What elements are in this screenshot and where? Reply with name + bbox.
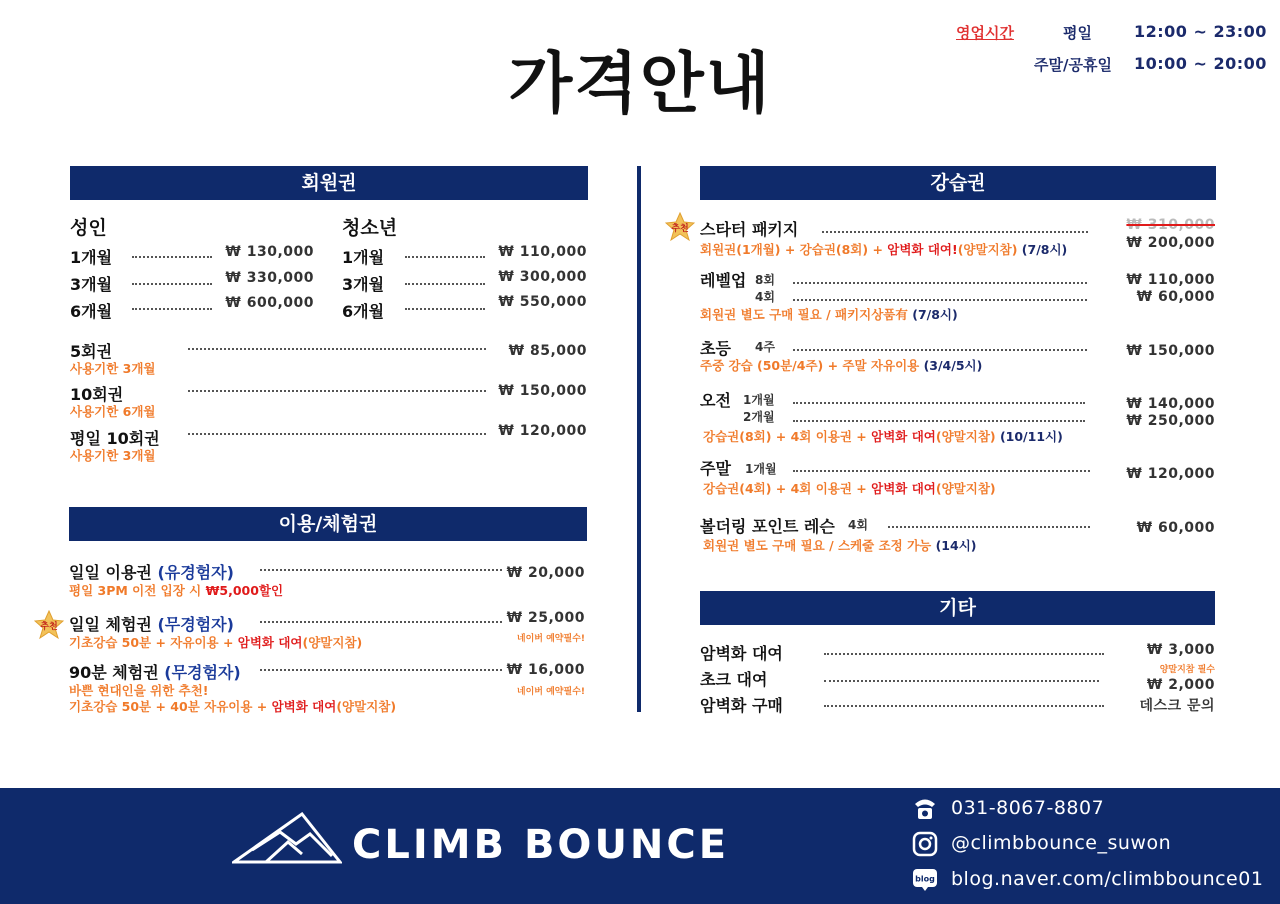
trial90-name: 90분 체험권	[69, 663, 159, 682]
weekend-name: 주말	[700, 459, 731, 478]
hours-weekday-label: 평일	[1063, 24, 1092, 42]
levelup-opt1: 8회	[755, 273, 775, 287]
daily-trial-note: 네이버 예약필수!	[516, 634, 585, 644]
daily-trial-sub-c: (양말지참)	[302, 635, 363, 650]
pass-weekday10-sub: 사용기한 3개월	[70, 448, 156, 463]
adult-3m-name: 3개월	[70, 275, 113, 294]
daily-trial-sub-b: 암벽화 대여	[237, 635, 303, 650]
youth-1m-name: 1개월	[342, 248, 385, 267]
dot-leader	[793, 402, 1085, 404]
youth-6m-price: ₩ 550,000	[498, 294, 587, 310]
daily-use-sub-a: 평일 3PM 이전 입장 시	[69, 583, 206, 598]
daily-use-sub	[69, 581, 283, 599]
levelup-sub-a: 회원권 별도 구매 필요 / 패키지상품有	[700, 307, 913, 322]
levelup-price2: ₩ 60,000	[1136, 289, 1215, 305]
daily-use-tag: (유경험자)	[157, 563, 234, 582]
dot-leader	[824, 653, 1104, 655]
morning-sub	[703, 427, 1063, 445]
usage-header: 이용/체험권	[69, 507, 587, 541]
column-divider	[637, 166, 641, 712]
trial90-title	[69, 660, 241, 683]
pass-weekday10-price: ₩ 120,000	[498, 423, 587, 439]
lessons-header: 강습권	[700, 166, 1216, 200]
pass-10-name: 10회권	[70, 385, 124, 404]
morning-sub-a: 강습권(8회) + 4회 이용권 +	[703, 429, 872, 444]
weekend-sub-b: 암벽화 대여	[871, 481, 936, 496]
dot-leader	[132, 308, 212, 310]
levelup-name: 레벨업	[700, 271, 747, 290]
pass-weekday10-name: 평일 10회권	[70, 429, 160, 448]
daily-trial-sub-a: 기초강습 50분 + 자유이용 +	[69, 635, 238, 650]
membership-header: 회원권	[70, 166, 588, 200]
dot-leader	[260, 669, 502, 671]
dot-leader	[188, 433, 486, 435]
levelup-price1: ₩ 110,000	[1126, 272, 1215, 288]
pass-10-sub: 사용기한 6개월	[70, 404, 156, 419]
dot-leader	[793, 420, 1085, 422]
trial90-sub-b: 암벽화 대여	[271, 699, 337, 714]
recommend-badge-text: 추천	[40, 622, 58, 632]
levelup-sub-time: (7/8시)	[912, 307, 958, 322]
etc-chalk-rental-price: ₩ 2,000	[1146, 677, 1215, 693]
pass-5-price: ₩ 85,000	[508, 343, 587, 359]
weekend-sub	[703, 479, 996, 497]
weekend-opt: 1개월	[745, 462, 777, 476]
trial90-sub-a: 기초강습 50분 + 40분 자유이용 +	[69, 699, 272, 714]
brand-wordmark: CLIMB BOUNCE	[352, 822, 730, 868]
trial90-note: 네이버 예약필수!	[516, 687, 585, 697]
trial90-sub-line1: 바쁜 현대인을 위한 추천!	[69, 683, 209, 698]
dot-leader	[824, 680, 1099, 682]
dot-leader	[822, 231, 1088, 233]
point-lesson-name: 볼더링 포인트 레슨	[700, 517, 835, 536]
morning-price2: ₩ 250,000	[1126, 413, 1215, 429]
pass-10-price: ₩ 150,000	[498, 383, 587, 399]
dot-leader	[405, 283, 485, 285]
starter-old-price: ₩ 310,000	[1126, 217, 1215, 233]
levelup-opt2: 4회	[755, 290, 775, 304]
dot-leader	[188, 348, 486, 350]
weekend-sub-a: 강습권(4회) + 4회 이용권 +	[703, 481, 872, 496]
beginner-sub	[700, 356, 982, 374]
dot-leader	[405, 256, 485, 258]
beginner-sub-time: (3/4/5시)	[923, 358, 983, 373]
youth-3m-name: 3개월	[342, 275, 385, 294]
contact-phone: 031-8067-8807	[951, 797, 1105, 819]
daily-trial-title	[69, 612, 234, 635]
etc-header: 기타	[700, 591, 1215, 625]
adult-1m-price: ₩ 130,000	[225, 244, 314, 260]
etc-shoe-rental-price: ₩ 3,000	[1146, 642, 1215, 658]
morning-opt2: 2개월	[743, 410, 775, 424]
levelup-sub	[700, 305, 958, 323]
weekend-price: ₩ 120,000	[1126, 466, 1215, 482]
starter-sub	[700, 240, 1067, 258]
blog-icon	[912, 866, 938, 892]
hours-weekday-time: 12:00 ~ 23:00	[1134, 22, 1267, 41]
adult-6m-price: ₩ 600,000	[225, 295, 314, 311]
daily-use-title	[69, 560, 234, 583]
morning-sub-b: 암벽화 대여	[871, 429, 936, 444]
starter-price: ₩ 200,000	[1126, 235, 1215, 251]
recommend-badge-text: 추천	[671, 224, 689, 234]
etc-shoe-purchase-name: 암벽화 구매	[700, 696, 783, 715]
etc-chalk-rental-name: 초크 대여	[700, 670, 768, 689]
hours-weekend-label: 주말/공휴일	[1034, 56, 1112, 74]
instagram-icon	[912, 831, 938, 857]
youth-1m-price: ₩ 110,000	[498, 244, 587, 260]
recommend-badge	[665, 212, 695, 242]
dot-leader	[132, 283, 212, 285]
trial90-sub	[69, 697, 396, 715]
morning-price1: ₩ 140,000	[1126, 396, 1215, 412]
daily-use-price: ₩ 20,000	[506, 565, 585, 581]
etc-shoe-rental-name: 암벽화 대여	[700, 644, 783, 663]
starter-sub-b: 암벽화 대여!	[887, 242, 958, 257]
daily-trial-name: 일일 체험권	[69, 615, 152, 634]
starter-sub-c: (양말지참)	[957, 242, 1022, 257]
dot-leader	[132, 256, 212, 258]
adult-6m-name: 6개월	[70, 302, 113, 321]
adult-1m-name: 1개월	[70, 248, 113, 267]
page-title: 가격안내	[508, 45, 772, 122]
daily-use-discount: ₩5,000할인	[205, 583, 284, 598]
dot-leader	[888, 526, 1090, 528]
daily-trial-price: ₩ 25,000	[506, 610, 585, 626]
hours-label: 영업시간	[956, 24, 1014, 42]
etc-shoe-purchase-price: 데스크 문의	[1139, 698, 1215, 714]
point-lesson-sub-a: 회원권 별도 구매 필요 / 스케줄 조정 가능	[703, 538, 936, 553]
contact-blog: blog.naver.com/climbbounce01	[951, 868, 1264, 890]
youth-label: 청소년	[342, 217, 398, 239]
hours-weekend-time: 10:00 ~ 20:00	[1134, 54, 1267, 73]
contact-instagram: @climbbounce_suwon	[951, 832, 1172, 854]
dot-leader	[824, 705, 1104, 707]
recommend-badge	[34, 610, 64, 640]
dot-leader	[793, 282, 1087, 284]
trial90-price: ₩ 16,000	[506, 662, 585, 678]
weekend-sub-c: (양말지참)	[935, 481, 996, 496]
morning-sub-time: (10/11시)	[999, 429, 1063, 444]
beginner-price: ₩ 150,000	[1126, 343, 1215, 359]
pass-5-sub: 사용기한 3개월	[70, 361, 156, 376]
point-lesson-opt: 4회	[848, 518, 868, 532]
dot-leader	[405, 308, 485, 310]
morning-sub-c: (양말지참)	[935, 429, 1000, 444]
point-lesson-sub-time: (14시)	[935, 538, 977, 553]
trial90-tag: (무경험자)	[164, 663, 241, 682]
youth-3m-price: ₩ 300,000	[498, 269, 587, 285]
morning-opt1: 1개월	[743, 393, 775, 407]
beginner-opt: 4주	[755, 340, 775, 354]
starter-name: 스타터 패키지	[700, 220, 799, 239]
pass-5-name: 5회권	[70, 342, 113, 361]
mountain-logo-icon	[232, 812, 342, 864]
dot-leader	[793, 470, 1090, 472]
point-lesson-price: ₩ 60,000	[1136, 520, 1215, 536]
dot-leader	[793, 349, 1087, 351]
trial90-sub-c: (양말지참)	[336, 699, 397, 714]
youth-6m-name: 6개월	[342, 302, 385, 321]
adult-3m-price: ₩ 330,000	[225, 270, 314, 286]
dot-leader	[260, 621, 502, 623]
etc-shoe-rental-note: 양말지참 필수	[1159, 665, 1215, 675]
dot-leader	[188, 390, 486, 392]
phone-icon	[912, 796, 938, 822]
blog-icon-text: blog	[915, 874, 935, 884]
daily-use-name: 일일 이용권	[69, 563, 152, 582]
starter-sub-time: (7/8시)	[1021, 242, 1068, 257]
beginner-sub-a: 주중 강습 (50분/4주) + 주말 자유이용	[700, 358, 924, 373]
daily-trial-tag: (무경험자)	[157, 615, 234, 634]
daily-trial-sub	[69, 633, 362, 651]
starter-sub-a: 회원권(1개월) + 강습권(8회) +	[700, 242, 888, 257]
dot-leader	[260, 569, 502, 571]
point-lesson-sub	[703, 536, 977, 554]
adult-label: 성인	[70, 217, 107, 239]
morning-name: 오전	[700, 391, 731, 410]
dot-leader	[793, 299, 1087, 301]
beginner-name: 초등	[700, 339, 731, 358]
